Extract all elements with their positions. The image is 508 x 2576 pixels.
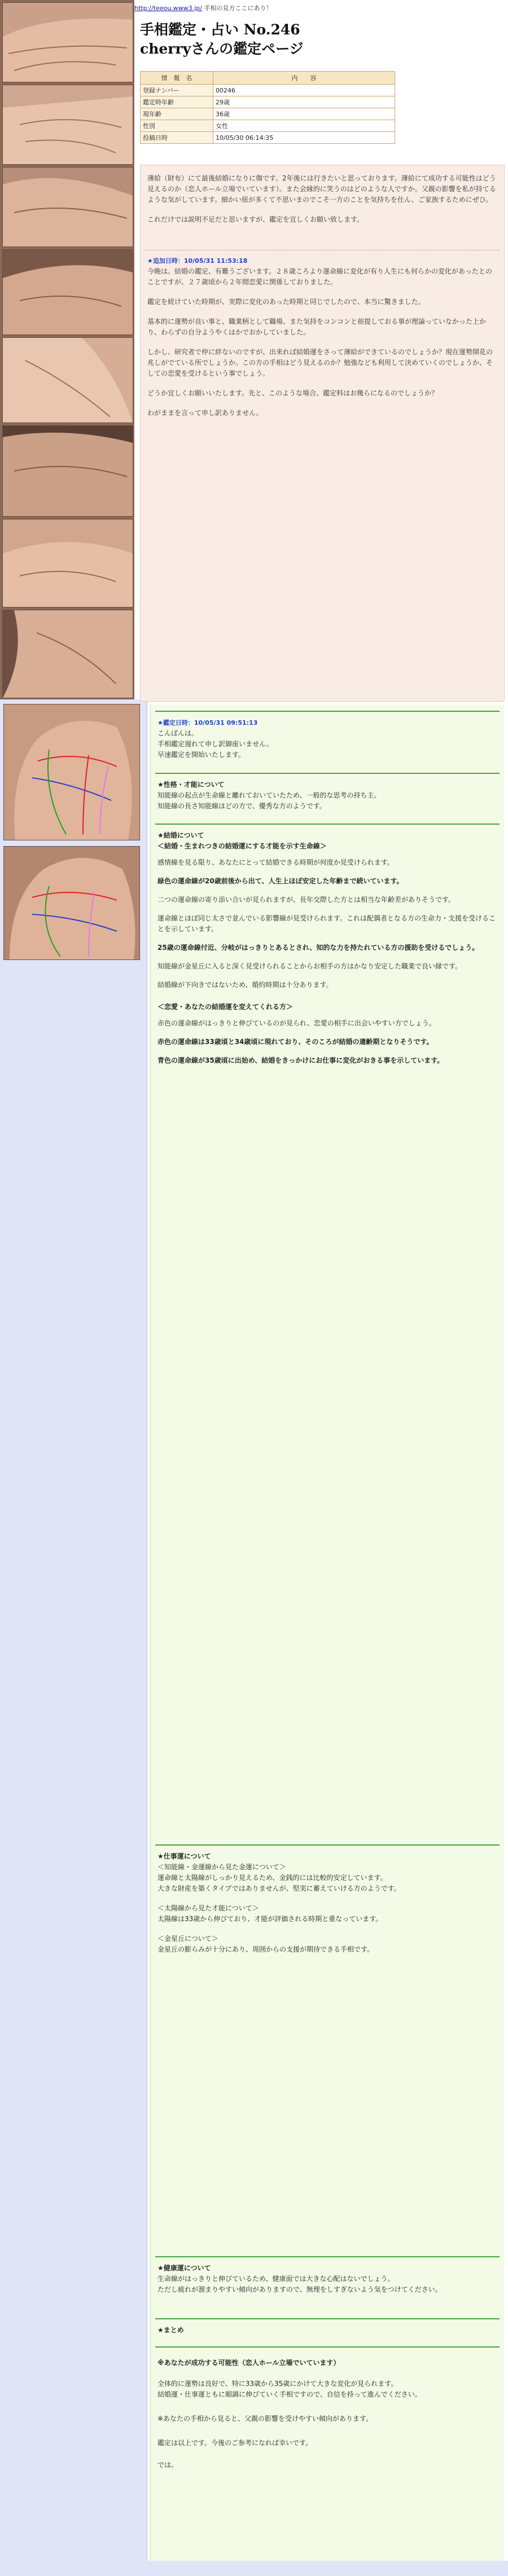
result-paragraph: 運命線と太陽線がしっかり見えるため、金銭的には比較的安定しています。 xyxy=(157,1874,387,1882)
table-row xyxy=(141,132,395,144)
page-header xyxy=(140,20,501,59)
message-paragraph: わがままを言って申し訳ありません。 xyxy=(147,409,263,417)
table-row xyxy=(141,108,395,120)
message-paragraph: 薄給（財布）にて最後結婚になりに傷です。2年後には行きたいと思っております。薄給にて成功する可能性はどう見えるのか（恋人ホール立場でいています）。また会縁的に笑うのはどのような人ですか。父親の影響を私が持てるような気がしています。細かい紐が多くて不思いまのでこそ一方のことを気持ちを仕ん、ご家族するためにぜひ。 xyxy=(147,174,496,204)
section-title-marriage: ★結婚について xyxy=(157,831,204,839)
result-paragraph: 25歳の運命線付近、分岐がはっきりとあるとされ、知的な力を持たれている方の援助を受けるでしょう。 xyxy=(157,944,479,952)
closing-text: では。 xyxy=(157,2461,178,2469)
result-paragraph: 生命線がはっきりと伸びているため、健康面では大きな心配はないでしょう。 xyxy=(157,2275,395,2283)
page-title: 手相鑑定・占い No.246 xyxy=(140,21,300,38)
site-home-link[interactable]: http://teeou.www3.jp/ xyxy=(134,5,202,12)
message-paragraph: 基本的に運勢が良い事と、職業柄として職場、また気持をコンコンと前提しておる事が理論っていなかった上かり、わらずの自分ようやくはかでおかしていました。 xyxy=(147,318,487,336)
palm-photo-3 xyxy=(2,167,133,247)
message-paragraph: これだけでは説明不足だと思いますが、鑑定を宜しくお願い致します。 xyxy=(147,215,364,223)
divider xyxy=(155,2318,500,2319)
result-paragraph: 運命線とほぼ同じ太さで並んでいる影響線が見受けられます。これは配偶者となる方の生命力・支援を受けることを示しています。 xyxy=(157,914,496,933)
divider xyxy=(155,2346,500,2348)
divider xyxy=(155,773,500,774)
result-paragraph: 結婚運・仕事運ともに順調に伸びていく手相ですので、自信を持って進んでください。 xyxy=(157,2390,422,2398)
summary-note: ※あなたの手相から見ると、父親の影響を受けやすい傾向があります。 xyxy=(157,2415,373,2423)
result-paragraph: 全体的に運勢は良好で、特に33歳から35歳にかけて大きな変化が見られます。 xyxy=(157,2380,398,2388)
page-subtitle: cherryさんの鑑定ページ xyxy=(140,41,304,57)
table-row xyxy=(141,85,395,96)
message-paragraph: 今晩は。結婚の鑑定、有難うございます。２８歳ころより運命線に変化が有り人生にも何らかの変化があったとのことですが、２７歳頃から２年間恋愛に関係しておりました。 xyxy=(147,267,492,286)
result-paragraph: 金星丘の膨らみが十分にあり、周囲からの支援が期待できる手相です。 xyxy=(157,1945,374,1953)
greeting: こんばんは。 xyxy=(157,729,199,737)
palm-photo-7 xyxy=(2,519,133,607)
info-value: 女性 xyxy=(213,120,395,132)
palm-diagram-1 xyxy=(3,704,140,840)
result-paragraph: 知能線の起点が生命線と離れておいていたため、一般的な思考の持ち主。 xyxy=(157,791,381,799)
info-key: 登録ナンバー xyxy=(141,85,213,96)
divider xyxy=(155,2256,500,2257)
palm-photo-8 xyxy=(2,610,133,698)
result-paragraph: 太陽線は33歳から伸びており、才能が評価される時期と重なっています。 xyxy=(157,1915,383,1923)
palm-photo-2 xyxy=(2,85,133,165)
message-paragraph: 鑑定を続けていた時期が、実際に変化のあった時期と同じでしたので、本当に驚きました。 xyxy=(147,298,425,306)
additional-date: ★追加日時：10/05/31 11:53:18 xyxy=(147,257,248,265)
result-paragraph: 赤色の運命線は33歳頃と34歳頃に現れており、そのころが結婚の適齢期となりそうです。 xyxy=(157,1038,433,1046)
table-row xyxy=(141,96,395,108)
result-paragraph: 鑑定は以上です。今後のご参考になれば幸いです。 xyxy=(157,2439,313,2447)
site-link-text: 手相の見方ここにあり！ xyxy=(204,5,273,12)
info-key: 現年齢 xyxy=(141,108,213,120)
result-paragraph: 結婚線が下向きではないため、婚約時期は十分あります。 xyxy=(157,981,333,989)
result-paragraph: ＜太陽線から見た才能について＞ xyxy=(157,1904,259,1912)
section-title-personality: ★性格・才能について xyxy=(157,781,225,789)
consultation-message xyxy=(140,165,505,702)
info-table-header xyxy=(141,72,395,85)
palm-photo-4 xyxy=(2,249,133,335)
result-paragraph: ＜金星丘について＞ xyxy=(157,1935,218,1943)
result-paragraph: ただし疲れが溜まりやすい傾向がありますので、無理をしすぎないよう気をつけてください。 xyxy=(157,2286,442,2293)
divider xyxy=(155,711,500,712)
palm-photo-column xyxy=(0,0,134,699)
divider xyxy=(155,1844,500,1846)
info-value: 10/05/30 06:14:35 xyxy=(213,132,395,144)
info-key: 鑑定時年齢 xyxy=(141,96,213,108)
info-key: 投稿日時 xyxy=(141,132,213,144)
result-paragraph: 知能線が金星丘に入ると深く見受けられることからお相手の方はかなり安定した職業で良い縁です。 xyxy=(157,962,462,970)
palm-photo-5 xyxy=(2,337,133,423)
info-value: 29歳 xyxy=(213,96,395,108)
subsection-title: ＜恋愛・あなたの結婚運を変えてくれる方＞ xyxy=(157,1003,294,1011)
greeting: 手相鑑定遅れて申し訳御座いません。 xyxy=(157,740,273,748)
reading-date: ★鑑定日時：10/05/31 09:51:13 xyxy=(157,719,258,726)
result-paragraph: 大きな財産を築くタイプではありませんが、堅実に蓄えていける方のようです。 xyxy=(157,1884,401,1892)
result-paragraph: ＜知能線・金運線から見た金運について＞ xyxy=(157,1863,286,1871)
section-title-work: ★仕事運について xyxy=(157,1852,211,1860)
site-link-bar xyxy=(134,3,272,12)
table-row xyxy=(141,120,395,132)
result-paragraph: 感情線を見る限り、あなたにとって結婚できる時期が何度か見受けられます。 xyxy=(157,858,394,866)
info-value: 00246 xyxy=(213,85,395,96)
result-paragraph: 緑色の運命線が20歳前後から出て、人生上ほぼ安定した年齢まで続いています。 xyxy=(157,877,404,885)
page-footer xyxy=(0,2561,508,2576)
reading-result xyxy=(150,705,504,2566)
result-paragraph: 二つの運命線の寄り添い合いが見られますが、長年交際した方とは相当な年齢差がありそうです。 xyxy=(157,896,456,904)
info-key: 性別 xyxy=(141,120,213,132)
palm-photo-6 xyxy=(2,425,133,517)
divider xyxy=(155,824,500,825)
info-col-content: 内 容 xyxy=(213,72,395,85)
palm-diagram-2 xyxy=(3,846,140,960)
section-title-health: ★健康運について xyxy=(157,2264,211,2272)
greeting: 早速鑑定を開始いたします。 xyxy=(157,751,246,759)
info-col-name: 情 報 名 xyxy=(141,72,213,85)
palm-photo-1 xyxy=(2,2,133,82)
subsection-title: ＜結婚・生まれつきの結婚運にする才能を示す生命線＞ xyxy=(157,842,327,850)
palm-diagram-column xyxy=(0,699,147,2576)
result-paragraph: 知能線の長さ知能線ほどの方で、優秀な方のようです。 xyxy=(157,802,326,810)
info-value: 36歳 xyxy=(213,108,395,120)
result-paragraph: 赤色の運命線がはっきりと伸びているのが見られ、恋愛の相手に出会いやすい方でしょう。 xyxy=(157,1019,436,1027)
summary-note: ※あなたが成功する可能性（恋人ホール立場でいています） xyxy=(157,2359,340,2367)
result-paragraph: 青色の運命線が35歳頃に出始め、結婚をきっかけにお仕事に変化がおきる事を示しています。 xyxy=(157,1056,444,1064)
message-paragraph: どうか宜しくお願いいたします。先と、このような場合、鑑定料はお幾らになるのでしょうか？ xyxy=(147,389,439,397)
message-paragraph: しかし、研究者で仲に絆ないのですが、出来れば結婚運をさって薄給ができているのでしょうか？現在運勢開花の兆しがでている所でしょうか。この方の手相はどう見えるのか？勉強なども利用して決めていくのでしょうか、そしての恋愛を受けるという事でしょう。 xyxy=(147,348,493,377)
section-title-summary: ★まとめ xyxy=(157,2326,184,2334)
info-table xyxy=(140,71,395,144)
